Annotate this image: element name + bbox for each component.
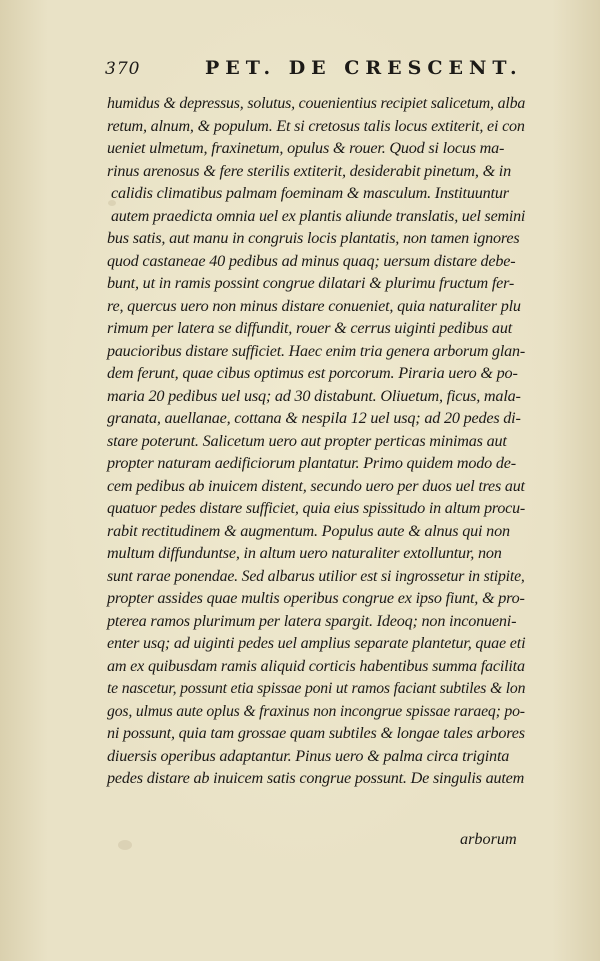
text-line: cem pedibus ab inuicem distent, secundo uero per duos uel tres aut (107, 476, 525, 495)
running-head: PET. DE CRESCENT. (205, 57, 523, 79)
text-line: calidis climatibus palmam foeminam & masculum. Instituuntur (111, 184, 509, 202)
text-line: multum diffunduntse, in altum uero naturaliter extolluntur, non (107, 544, 502, 562)
text-line: quatuor pedes distare sufficiet, quia eius spissitudo in altum procu- (107, 499, 526, 517)
text-line: ueniet ulmetum, fraxinetum, opulus & rouer. Quod si locus ma- (107, 139, 505, 157)
text-line: ni possunt, quia tam grossae quam subtiles & longae tales arbores (107, 724, 525, 742)
text-line: paucioribus distare sufficiet. Haec enim tria genera arborum glan- (107, 341, 525, 360)
text-line: rimum per latera se diffundit, rouer & cerrus uiginti pedibus aut (107, 319, 513, 337)
page-header (105, 55, 525, 85)
text-line: re, quercus uero non minus distare conueniet, quia naturaliter plu (107, 296, 521, 315)
text-line: gos, ulmus aute oplus & fraxinus non incongrue spissae raraeq; po- (107, 701, 525, 720)
body-text (107, 92, 525, 790)
text-line: humidus & depressus, solutus, couenientius recipiet salicetum, alba (107, 94, 526, 112)
text-line: sunt rarae ponendae. Sed albarus utilior est si ingrossetur in stipite, (107, 566, 525, 585)
text-line: enter usq; ad uiginti pedes uel amplius separate plantetur, quae eti (107, 634, 526, 652)
text-line: propter assides quae multis operibus congrue ex ipso fiunt, & pro- (107, 589, 525, 607)
ink-smudge (118, 840, 132, 850)
text-line: rinus arenosus & fere sterilis extiterit, desiderabit pinetum, & in (107, 161, 511, 180)
text-line: autem praedicta omnia uel ex plantis aliunde translatis, uel semini (110, 206, 526, 225)
page-number: 370 (105, 59, 141, 79)
text-line: retum, alnum, & populum. Et si cretosus talis locus extiterit, ei con (107, 116, 525, 135)
text-line: pedes distare ab inuicem satis congrue possunt. De singulis autem (107, 769, 525, 787)
text-line: am ex quibusdam ramis aliquid corticis habentibus summa facilita (107, 656, 525, 675)
text-line: diuersis operibus adaptantur. Pinus uero & palma circa triginta (107, 746, 510, 765)
catchword: arborum (460, 830, 517, 848)
text-line: te nascetur, possunt etia spissae poni ut ramos faciant subtiles & lon (107, 679, 526, 697)
text-line: granata, auellanae, cottana & nespila 12 uel usq; ad 20 pedes di- (107, 409, 521, 427)
text-line: bunt, ut in ramis possint congrue dilatari & plurimu fructum fer- (107, 274, 515, 292)
text-line: rabit rectitudinem & augmentum. Populus aute & alnus qui non (107, 521, 510, 540)
text-line: quod castaneae 40 pedibus ad minus quaq; uersum distare debe- (107, 251, 516, 270)
text-line: dem ferunt, quae cibus optimus est porcorum. Piraria uero & po- (107, 364, 518, 382)
text-line: stare poterunt. Salicetum uero aut propter perticas minimas aut (107, 431, 507, 450)
text-line: pterea ramos plurimum per latera spargit. Ideoq; non inconueni- (107, 611, 517, 630)
text-line: propter naturam aedificiorum plantatur. Primo quidem modo de- (107, 454, 516, 472)
text-line: bus satis, aut manu in congruis locis plantatis, non tamen ignores (107, 229, 520, 247)
text-line: maria 20 pedibus uel usq; ad 30 distabunt. Oliuetum, ficus, mala- (107, 386, 521, 405)
